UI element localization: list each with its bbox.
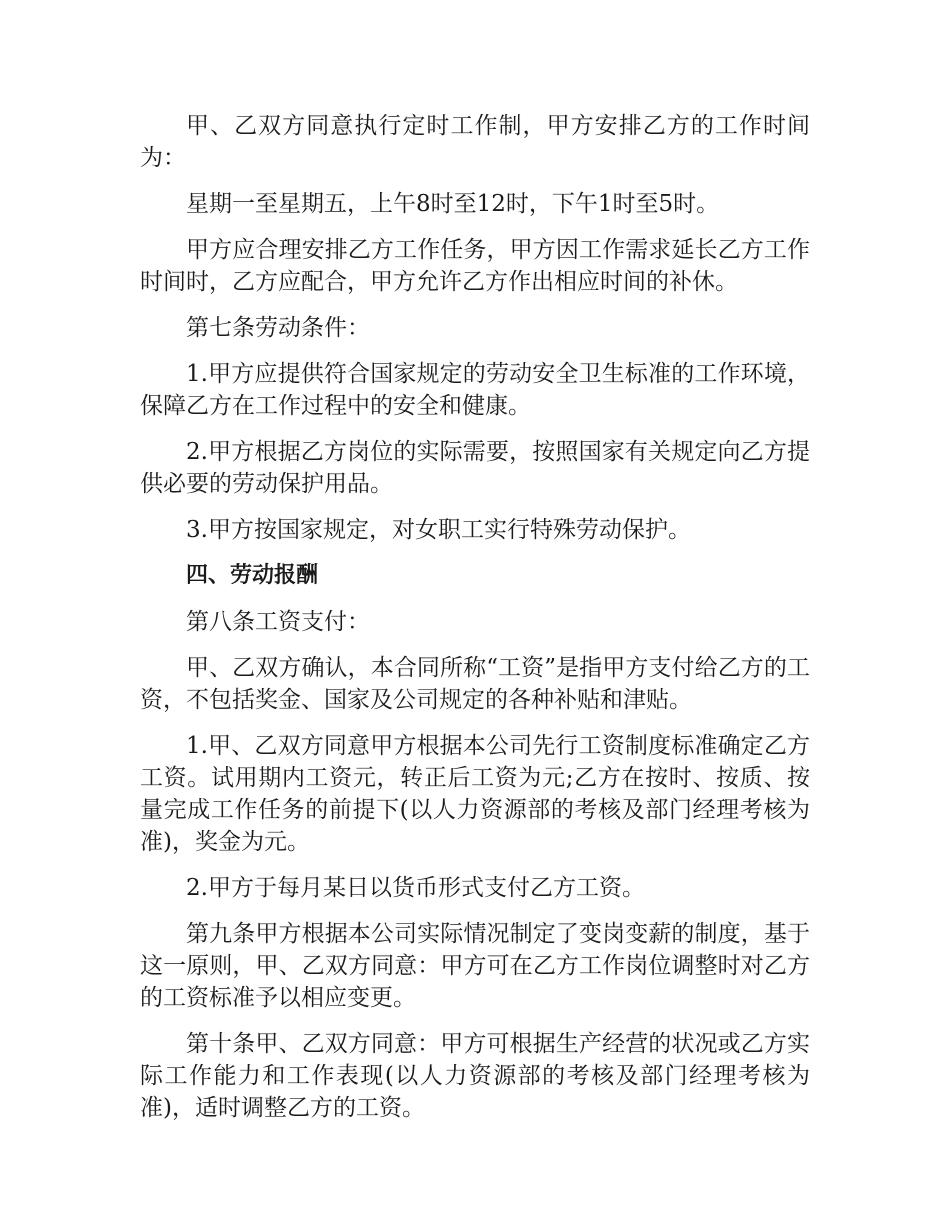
paragraph-wage-definition: 甲、乙双方确认，本合同所称“工资”是指甲方支付给乙方的工资，不包括奖金、国家及公司规定的各种补贴和津贴。 bbox=[140, 655, 810, 713]
paragraph-working-hours: 星期一至星期五，上午8时至12时，下午1时至5时。 bbox=[186, 191, 720, 217]
article-7-title: 第七条劳动条件： bbox=[186, 315, 370, 341]
article-8-item-1: 1.甲、乙双方同意甲方根据本公司先行工资制度标准确定乙方工资。试用期内工资元，转正后工资为元;乙方在按时、按质、按量完成工作任务的前提下(以人力资源部的考核及部门经理考核为准)，奖金为元。 bbox=[140, 733, 810, 855]
document-body bbox=[140, 110, 810, 1138]
article-9: 第九条甲方根据本公司实际情况制定了变岗变薪的制度，基于这一原则，甲、乙双方同意：甲方可在乙方工作岗位调整时对乙方的工资标准予以相应变更。 bbox=[140, 921, 810, 1011]
paragraph-overtime: 甲方应合理安排乙方工作任务，甲方因工作需求延长乙方工作时间时，乙方应配合，甲方允许乙方作出相应时间的补休。 bbox=[140, 237, 810, 295]
section-heading-remuneration: 四、劳动报酬 bbox=[186, 563, 319, 588]
article-8-item-2: 2.甲方于每月某日以货币形式支付乙方工资。 bbox=[186, 875, 645, 901]
paragraph-work-schedule: 甲、乙双方同意执行定时工作制，甲方安排乙方的工作时间为： bbox=[140, 113, 810, 171]
article-7-item-3: 3.甲方按国家规定，对女职工实行特殊劳动保护。 bbox=[186, 517, 691, 543]
article-7-item-1: 1.甲方应提供符合国家规定的劳动安全卫生标准的工作环境，保障乙方在工作过程中的安全和健康。 bbox=[140, 361, 810, 419]
article-8-title: 第八条工资支付： bbox=[186, 609, 370, 635]
article-7-item-2: 2.甲方根据乙方岗位的实际需要，按照国家有关规定向乙方提供必要的劳动保护用品。 bbox=[140, 439, 810, 497]
article-10: 第十条甲、乙双方同意：甲方可根据生产经营的状况或乙方实际工作能力和工作表现(以人力资源部的考核及部门经理考核为准)，适时调整乙方的工资。 bbox=[140, 1031, 810, 1121]
